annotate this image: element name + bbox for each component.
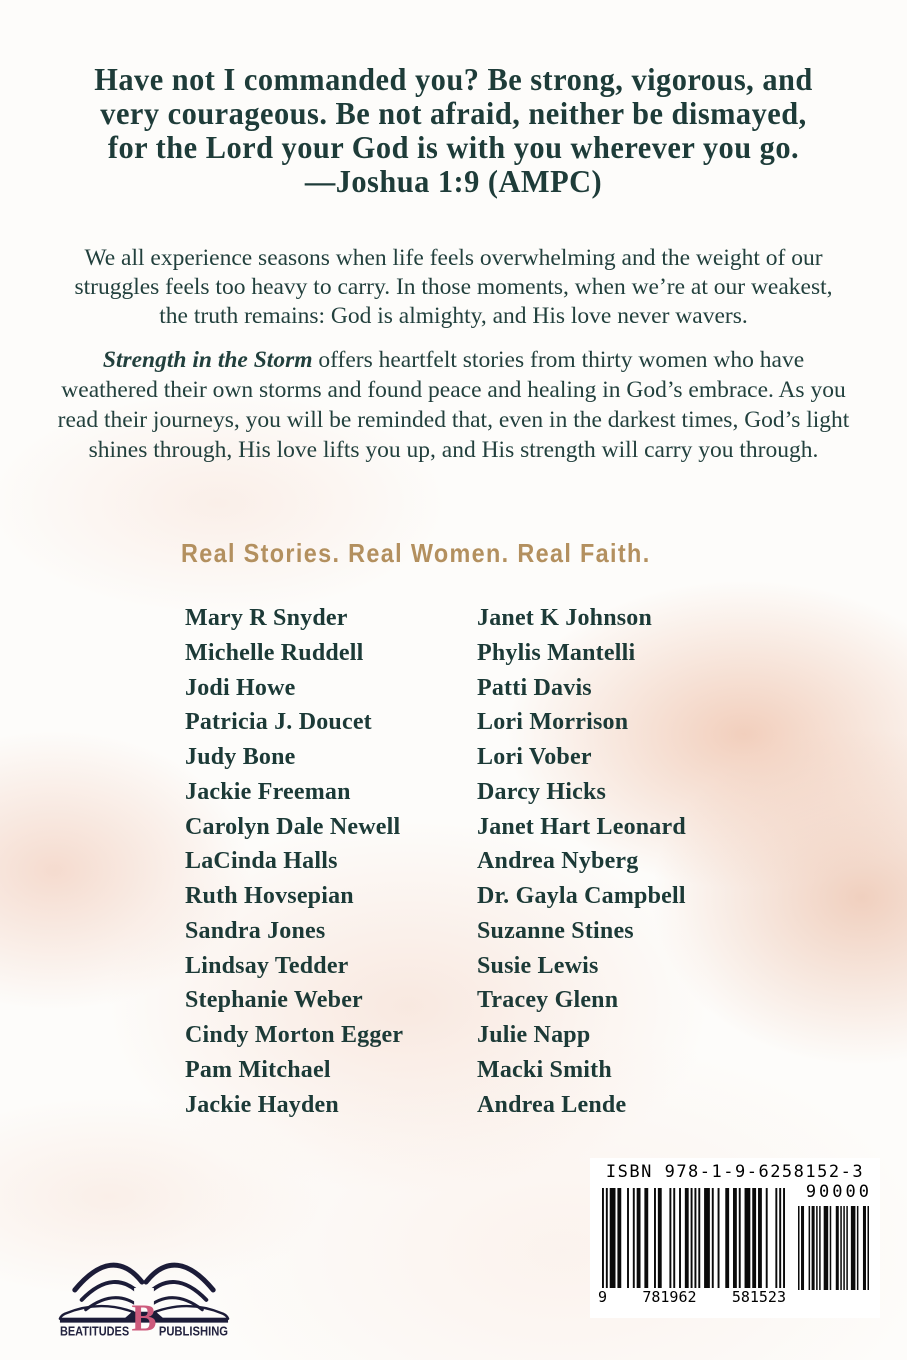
- quote-line: very courageous. Be not afraid, neither be dismayed,: [100, 95, 807, 131]
- author-name: Susie Lewis: [477, 952, 599, 979]
- author-name: Sandra Jones: [185, 917, 326, 944]
- description-text: offers heartfelt stories from thirty women who have weathered their own storms and found peace and healing in God’s embrace. As you read their journeys, you will be reminded that, even in the darkest times, God’s light shines through, His love lifts you up, and His strength will carry you through.: [57, 347, 850, 463]
- author-name: Mary R Snyder: [185, 605, 348, 631]
- author-name: Pam Mitchael: [185, 1056, 331, 1083]
- scripture-quote: [23, 62, 885, 198]
- tagline-heading: Real Stories. Real Women. Real Faith.: [181, 538, 651, 568]
- publisher-name-publishing: PUBLISHING: [158, 1323, 229, 1338]
- author-name: Phylis Mantelli: [477, 639, 636, 666]
- barcode-digits-left: 781962: [642, 1288, 697, 1306]
- intro-paragraph: We all experience seasons when life feels overwhelming and the weight of our struggles feels too heavy to carry. In those moments, when we’re at our weakest, the truth remains: God is almighty, and His love never wavers.: [74, 245, 833, 329]
- author-name: Dr. Gayla Campbell: [477, 883, 686, 909]
- book-title-emphasis: Strength in the Storm: [102, 347, 313, 373]
- author-name: Cindy Morton Egger: [185, 1022, 404, 1048]
- publisher-initial: B: [131, 1298, 157, 1338]
- quote-line: —Joshua 1:9 (AMPC): [304, 163, 603, 199]
- isbn-barcode-block: [590, 1158, 880, 1318]
- author-name: Andrea Nyberg: [477, 848, 639, 875]
- author-name: Patricia J. Doucet: [185, 709, 372, 736]
- author-name: Patti Davis: [477, 674, 592, 701]
- authors-list-left: [185, 601, 403, 1122]
- author-name: Lindsay Tedder: [185, 952, 349, 979]
- author-name: Lori Vober: [477, 744, 592, 770]
- quote-line: for the Lord your God is with you wherever you go.: [107, 129, 800, 165]
- author-name: Janet Hart Leonard: [477, 813, 686, 840]
- author-name: Judy Bone: [185, 744, 296, 770]
- author-name: Ruth Hovsepian: [185, 883, 354, 909]
- price-code-text: 90000: [805, 1182, 872, 1202]
- barcode-digit-prefix: 9: [598, 1288, 608, 1306]
- publisher-name-beatitudes: BEATITUDES: [59, 1323, 130, 1338]
- author-name: Lori Morrison: [477, 709, 629, 736]
- author-name: Suzanne Stines: [477, 917, 634, 944]
- author-name: Carolyn Dale Newell: [185, 813, 401, 840]
- barcode-digits-right: 581523: [731, 1288, 786, 1306]
- barcode-digits: [596, 1288, 788, 1306]
- author-name: Darcy Hicks: [477, 778, 607, 805]
- author-name: Jackie Hayden: [185, 1091, 339, 1118]
- author-name: Tracey Glenn: [477, 987, 619, 1014]
- author-name: Janet K Johnson: [477, 605, 653, 631]
- author-name: Macki Smith: [477, 1056, 612, 1083]
- author-name: Andrea Lende: [477, 1091, 627, 1118]
- description-paragraph: [58, 345, 850, 465]
- authors-list-right: [477, 601, 686, 1122]
- author-name: Jodi Howe: [185, 674, 296, 701]
- author-name: Michelle Ruddell: [185, 639, 364, 666]
- author-name: Julie Napp: [477, 1022, 591, 1048]
- supplement-barcode: [798, 1206, 869, 1290]
- ean-barcode: [602, 1188, 785, 1304]
- author-name: LaCinda Halls: [185, 848, 338, 875]
- publisher-logo: [55, 1242, 233, 1338]
- author-name: Stephanie Weber: [185, 987, 363, 1014]
- author-name: Jackie Freeman: [185, 778, 351, 805]
- quote-line: Have not I commanded you? Be strong, vigorous, and: [94, 61, 813, 97]
- isbn-number-text: ISBN 978-1-9-6258152-3: [605, 1162, 865, 1182]
